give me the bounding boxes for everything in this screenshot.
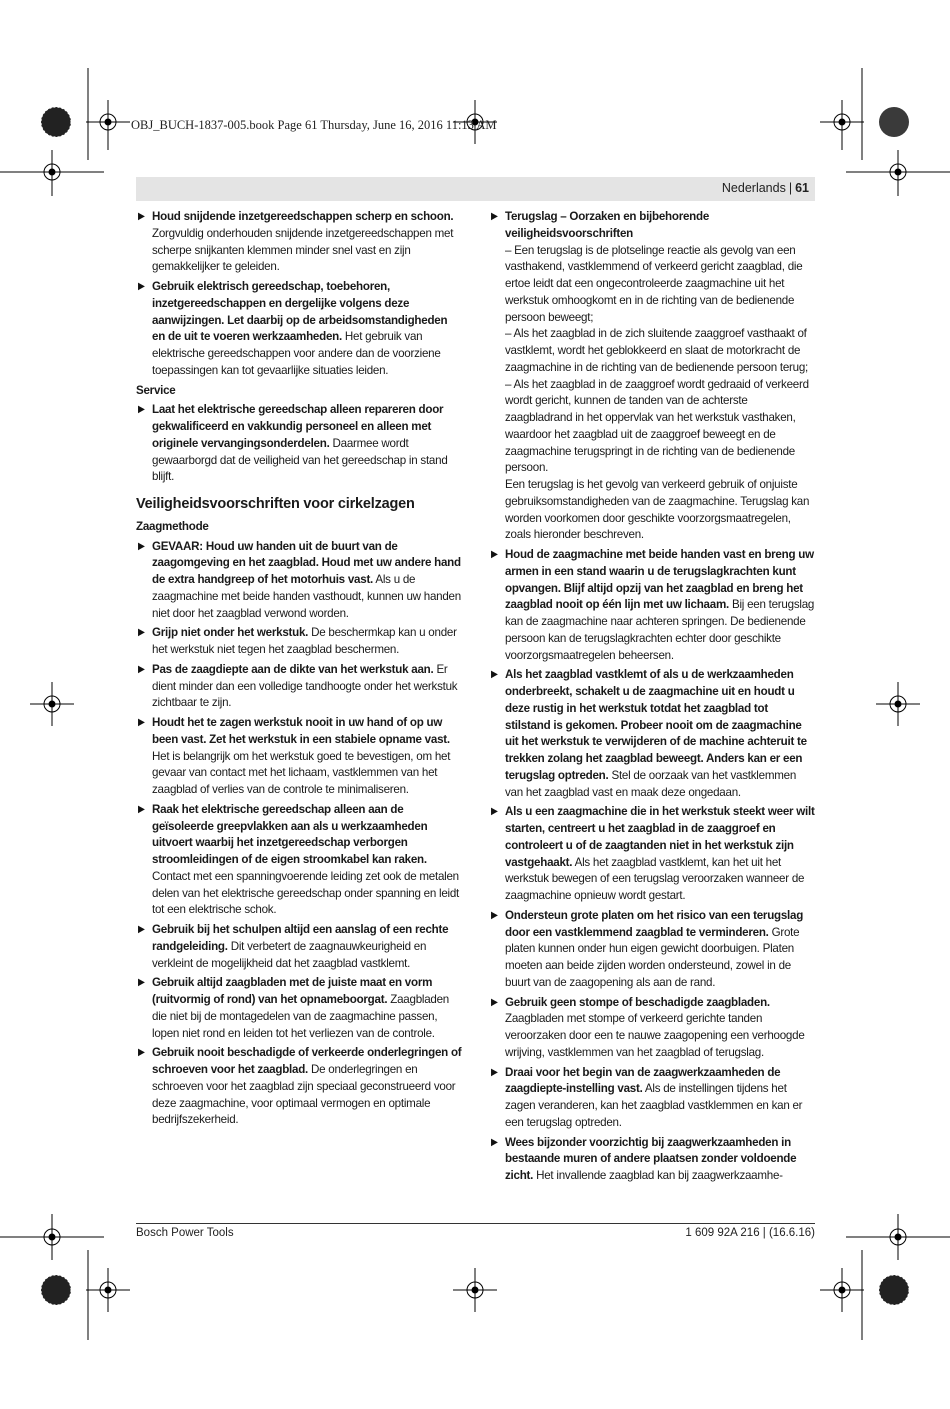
terugslag-line: Een terugslag is het gevolg van verkeerd gebruik of onjuiste gebruiksomstandigheden van de zaagmachine. Terugslag kan worden voorkomen door geschikte voorzorgsmaatregelen, zoals hieronder beschreven. [505, 478, 810, 542]
bullet-arrow-icon: ▶ [491, 1136, 498, 1148]
safety-item [489, 804, 815, 905]
item-bold: Gebruik altijd zaagbladen met de juiste maat en vorm (ruitvormig of rond) van het opnameboorgat. [152, 976, 433, 1006]
item-bold: Raak het elektrische gereedschap alleen aan de geïsoleerde greepvlakken aan als u werkzaamheden uitvoert waarbij het inzetgereedschap verborgen stroomleidingen of de eigen stroomkabel kan raken. [152, 802, 428, 866]
safety-item [136, 625, 462, 659]
item-text: Stel de oorzaak van het vastklemmen van het zaagblad vast en maak deze ongedaan. [505, 768, 797, 799]
footer-brand: Bosch Power Tools [136, 1227, 234, 1239]
bullet-arrow-icon: ▶ [491, 806, 498, 818]
bullet-arrow-icon: ▶ [138, 717, 145, 728]
safety-item [136, 209, 462, 276]
zaagmethode-heading: Zaagmethode [136, 519, 209, 533]
bullet-arrow-icon: ▶ [138, 404, 145, 416]
bullet-arrow-icon: ▶ [138, 627, 145, 639]
item-text: Zorgvuldig onderhouden snijdende inzetgereedschappen met scherpe snijkanten klemmen minder snel vast en zijn gemakkelijker te geleiden. [152, 226, 454, 274]
item-bold: Terugslag – Oorzaken en bijbehorende veiligheidsvoorschriften [505, 210, 710, 240]
header-language [722, 181, 809, 195]
terugslag-item [489, 209, 815, 544]
item-text: Daarmee wordt gewaarborgd dat de veiligheid van het gereedschap in stand blijft. [152, 436, 448, 484]
safety-item [136, 402, 462, 486]
bullet-arrow-icon: ▶ [491, 909, 498, 921]
item-text: Dit verbetert de zaagnauwkeurigheid en verkleint de mogelijkheid dat het zaagblad vastklemt. [152, 939, 427, 970]
safety-item [489, 1065, 815, 1132]
item-text: Als het zaagblad vastklemt, kan het uit het werkstuk bewegen of een terugslag veroorzaken wanneer de zaagmachine opnieuw wordt gestart. [505, 855, 805, 902]
page-header [136, 177, 815, 201]
item-bold: GEVAAR: Houd uw handen uit de buurt van de zaagomgeving en het zaagblad. Houd met uw andere hand de extra handgreep of het motorhuis vast. [152, 539, 461, 586]
bullet-arrow-icon: ▶ [138, 803, 145, 815]
bullet-arrow-icon: ▶ [138, 211, 145, 222]
item-bold: Gebruik bij het schulpen altijd een aanslag of een rechte randgeleiding. [152, 923, 449, 953]
item-text: Er dient minder dan een volledige tandhoogte onder het werkstuk zichtbaar te zijn. [152, 662, 458, 710]
item-bold: Wees bijzonder voorzichtig bij zaagwerkzaamheden in bestaande muren of andere plaatsen zonder voldoende zicht. [505, 1135, 797, 1182]
item-text: Zaagbladen die niet bij de montagedelen van de zaagmachine passen, lopen niet rond en leiden tot het verliezen van de controle. [152, 993, 450, 1040]
item-bold: Gebruik nooit beschadigde of verkeerde onderlegringen of schroeven voor het zaagblad. [152, 1046, 462, 1076]
service-heading: Service [136, 383, 176, 397]
item-bold: Als u een zaagmachine die in het werkstuk steekt weer wilt starten, centreert u het zaagblad in de zaaggroef en controleert u of de zaagtanden niet in het werkstuk zijn vastgehaakt. [505, 805, 815, 869]
language-label: Nederlands [721, 181, 786, 195]
bullet-arrow-icon: ▶ [491, 211, 498, 222]
item-bold: Laat het elektrische gereedschap alleen repareren door gekwalificeerd en vakkundig personeel en alleen met originele vervangingsonderdelen. [152, 403, 444, 450]
item-bold: Gebruik elektrisch gereedschap, toebehoren, inzetgereedschappen en dergelijke volgens deze aanwijzingen. Let daarbij op de arbeidsomstandigheden en de uit te voeren werkzaamheden. [152, 280, 448, 344]
terugslag-line: – Als het zaagblad in de zaaggroef wordt gedraaid of verkeerd wordt gericht, kunnen de tanden van de achterste zaagbladrand in het oppervlak van het werkstuk vasthaken, waardoor het zaagblad uit de zaaggroef beweegt en de zaagmachine terugspringt in de richting van de bedienende persoon. [505, 377, 809, 475]
header-separator: | [788, 181, 793, 195]
bullet-arrow-icon: ▶ [138, 281, 145, 292]
item-text: Het gebruik van elektrische gereedschappen voor andere dan de voorziene toepassingen kan tot gevaarlijke situaties leiden. [152, 330, 441, 377]
item-bold: Houd de zaagmachine met beide handen vast en breng uw armen in een stand waarin u de terugslagkrachten kunt opvangen. Blijf altijd opzij van het zaagblad en breng het zaagblad nooit op één lijn met uw lichaam. [505, 548, 814, 612]
item-text: De beschermkap kan u onder het werkstuk niet tegen het zaagblad beschermen. [152, 626, 457, 656]
right-column [489, 209, 815, 1188]
item-text: Het is belangrijk om het werkstuk goed te bevestigen, om het gevaar van contact met het lichaam, vastklemmen van het zaagblad of verlies van de controle te minimaliseren. [152, 749, 451, 796]
item-bold: Als het zaagblad vastklemt of als u de werkzaamheden onderbreekt, schakelt u de zaagmachine uit en houdt u deze rustig in het werkstuk totdat het zaagblad tot stilstand is gekomen. Probeer nooit om de zaagmachine uit het werkstuk te verwijderen of de machine achteruit te trekken zolang het zaagblad beweegt. Anders kan er een terugslag optreden. [505, 668, 807, 782]
item-text: Bij een terugslag kan de zaagmachine naar achteren springen. De bedienende persoon kan de terugslagkrachten echter door geschikte voorzorgsmaatregelen beheersen. [505, 598, 815, 662]
safety-item [489, 908, 815, 992]
item-bold: Houdt het te zagen werkstuk nooit in uw hand of op uw been vast. Zet het werkstuk in een stabiele opname vast. [152, 716, 450, 746]
section-title: Veiligheidsvoorschriften voor cirkelzagen [136, 496, 415, 512]
terugslag-line: – Een terugslag is de plotselinge reactie als gevolg van een vasthakend, vastklemmend of verkeerd gericht zaagblad, die ertoe leidt dat een ongecontroleerde zaagmachine uit het werkstuk omhoogkomt en in de richting van de bedienende persoon beweegt; [505, 243, 803, 324]
footer-rule [136, 1223, 815, 1224]
item-bold: Ondersteun grote platen om het risico van een terugslag door een vastklemmend zaagblad te verminderen. [505, 908, 804, 939]
safety-item [489, 547, 815, 664]
item-text: Het invallende zaagblad kan bij zaagwerkzaamhe- [533, 1169, 783, 1182]
bullet-arrow-icon: ▶ [138, 924, 145, 935]
item-bold: Gebruik geen stompe of beschadigde zaagbladen. [505, 995, 770, 1009]
safety-item [489, 1135, 815, 1185]
item-text: Grote platen kunnen onder hun eigen gewicht doorbuigen. Platen moeten aan beide zijden worden ondersteund, zowel in de buurt van de zaagopening als aan de rand. [505, 925, 800, 989]
bullet-arrow-icon: ▶ [138, 1047, 145, 1059]
terugslag-line: – Als het zaagblad in de zich sluitende zaaggroef vasthaakt of vastklemt, wordt het geblokkeerd en slaat de motorkracht de zaagmachine in de richting van de bedienende persoon terug; [505, 327, 809, 374]
safety-item [136, 279, 462, 380]
bullet-arrow-icon: ▶ [491, 1066, 498, 1078]
safety-item [489, 995, 815, 1062]
bullet-arrow-icon: ▶ [138, 663, 145, 675]
left-column [136, 209, 462, 1132]
item-bold: Houd snijdende inzetgereedschappen scherp en schoon. [152, 210, 454, 223]
item-text: Als u de zaagmachine met beide handen vasthoudt, kunnen uw handen niet door het zaagblad verwond worden. [152, 573, 461, 620]
item-bold: Grijp niet onder het werkstuk. [152, 626, 309, 640]
bullet-arrow-icon: ▶ [138, 977, 145, 989]
item-text: De onderlegringen en schroeven voor het zaagblad zijn speciaal geconstrueerd voor deze zaagmachine, voor optimaal vermogen en optimale bedrijfszekerheid. [152, 1063, 456, 1127]
item-bold: Draai voor het begin van de zaagwerkzaamheden de zaagdiepte-instelling vast. [505, 1065, 781, 1096]
page-number: 61 [795, 181, 809, 195]
print-info-line: OBJ_BUCH-1837-005.book Page 61 Thursday, June 16, 2016 11:13 AM [131, 118, 497, 132]
item-text: Als de instellingen tijdens het zagen veranderen, kan het zaagblad vastklemmen en kan er een terugslag optreden. [505, 1082, 803, 1129]
safety-item [489, 667, 815, 801]
item-text: Zaagbladen met stompe of verkeerd gerichte tanden veroorzaken door een te nauwe zaagopening een verhoogde wrijving, vastklemmen van het zaagblad of terugslag. [505, 1012, 805, 1059]
safety-item [136, 1045, 462, 1129]
bullet-arrow-icon: ▶ [491, 549, 498, 560]
safety-item [136, 922, 462, 972]
footer-doc-number: 1 609 92A 216 | (16.6.16) [685, 1227, 815, 1239]
bullet-arrow-icon: ▶ [491, 669, 498, 681]
safety-item [136, 715, 462, 799]
bullet-arrow-icon: ▶ [491, 996, 498, 1008]
item-text: Contact met een spanningvoerende leiding zet ook de metalen delen van het elektrische gereedschap onder spanning en leidt tot een elektrische schok. [152, 869, 460, 917]
bullet-arrow-icon: ▶ [138, 540, 145, 552]
safety-item [136, 802, 462, 919]
safety-item [136, 539, 462, 623]
item-bold: Pas de zaagdiepte aan de dikte van het werkstuk aan. [152, 662, 434, 676]
safety-item [136, 975, 462, 1042]
safety-item [136, 662, 462, 712]
